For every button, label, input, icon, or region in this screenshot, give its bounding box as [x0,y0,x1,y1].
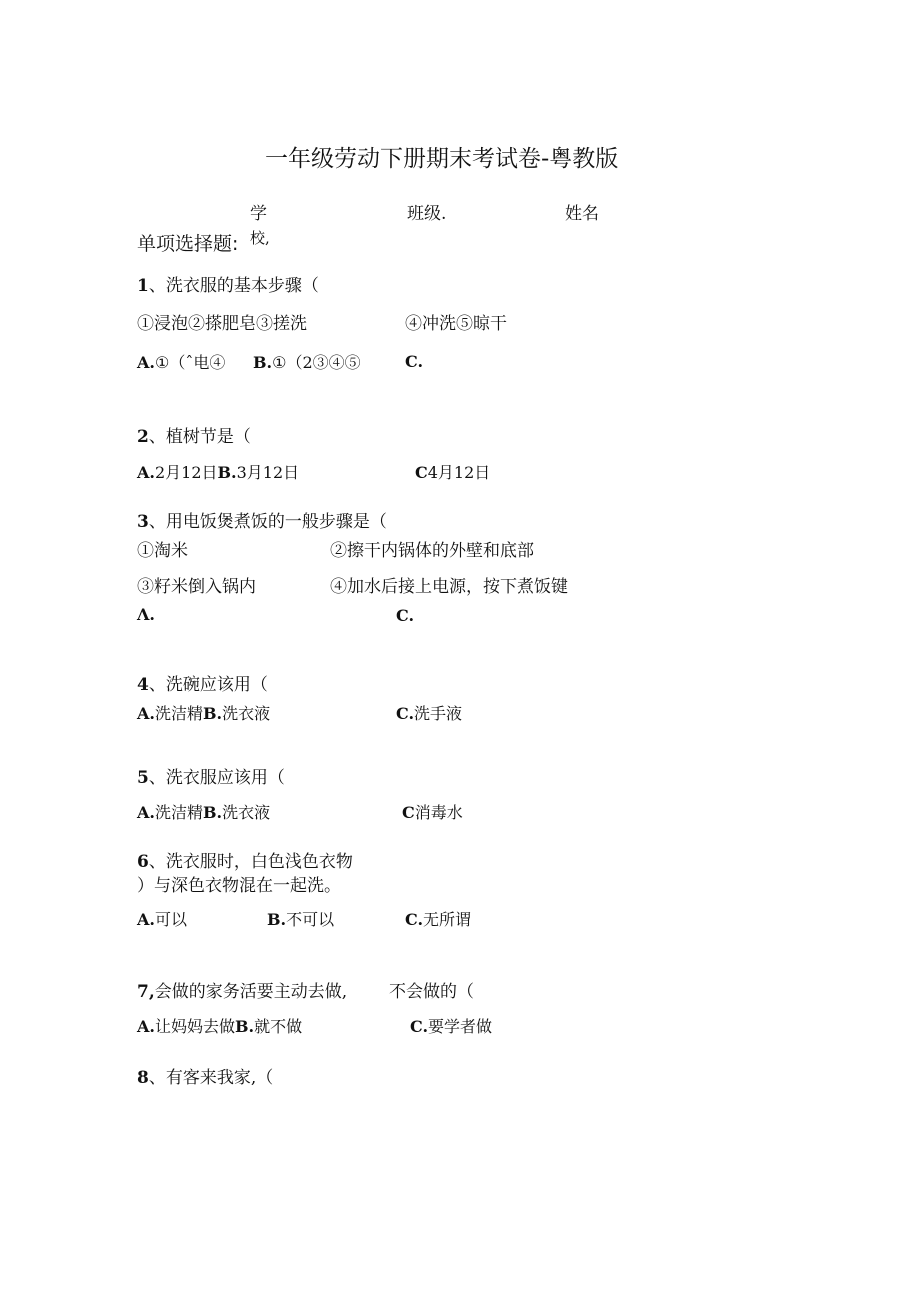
q3-step-4: ④加水后接上电源，按下煮饭键 [330,577,568,597]
option-label: B. [203,803,223,822]
question-stem: 、植树节是（ [148,427,251,447]
question-stem: 、洗衣服时，白色浅色衣物 [148,852,353,872]
q3-step-1: ①淘米 [137,541,188,561]
q1-option-c: C. [405,352,424,371]
question-number: 1 [137,276,149,296]
option-label: B. [217,463,237,482]
page-title: 一年级劳动下册期末考试卷-粤教版 [265,146,619,172]
question-number: 7, [137,982,155,1002]
question-number: 2 [137,427,149,447]
option-text: 洗衣液 [222,803,271,822]
q6-stem-continued: ）与深色衣物混在一起洗。 [137,876,341,896]
q7-stem-tail: 不会做的（ [389,982,474,1002]
school-label-line1: 学 [250,204,267,224]
q3-option-c: C. [396,606,415,625]
option-label: B. [203,704,223,723]
q5-option-c [402,805,463,821]
q1-option-b [253,355,361,371]
question-stem: 、洗衣服应该用（ [148,768,285,788]
option-label: A. [137,463,155,482]
q6-option-a [137,912,187,928]
option-text: 消毒水 [414,803,463,822]
option-label: B. [253,353,273,372]
q7-options-ab [137,1019,302,1035]
option-text: 要学者做 [428,1017,493,1036]
q1-steps-b: ④冲洗⑤晾干 [405,314,507,334]
option-label: A. [137,1017,155,1036]
q7-option-c [410,1019,492,1035]
q2-options-ab [137,465,299,481]
question-number: 8 [137,1068,149,1088]
option-label: C. [396,704,415,723]
option-label: C [415,463,428,482]
question-2 [137,429,251,446]
option-label: A. [137,704,155,723]
question-6 [137,854,353,871]
q1-option-a [137,355,225,371]
option-text: 洗洁精 [154,803,203,822]
q6-option-b [267,912,334,928]
option-label: B. [235,1017,255,1036]
question-5 [137,770,285,787]
option-text: 洗手液 [414,704,463,723]
option-text: 就不做 [254,1017,303,1036]
question-number: 6 [137,852,149,872]
q3-step-3: ③籽米倒入锅内 [137,577,256,597]
question-8 [137,1070,273,1087]
q5-options-ab [137,805,270,821]
question-1 [137,278,319,295]
option-label: C. [405,910,424,929]
option-text: 洗衣液 [222,704,271,723]
option-text: 4月12日 [427,463,491,482]
class-label: 班级. [407,204,447,224]
option-text: 让妈妈去做 [154,1017,235,1036]
option-text: ①（ˆ电④ [154,353,226,372]
question-number: 4 [137,675,149,695]
question-3 [137,514,387,531]
q4-options-ab [137,706,270,722]
question-stem: 、洗衣服的基本步骤（ [148,276,319,296]
name-label: 姓名 [565,204,599,224]
q2-option-c [415,465,490,481]
option-text: 洗洁精 [154,704,203,723]
question-7 [137,984,347,1001]
q6-option-c [405,912,471,928]
option-text: 2月12日 [154,463,218,482]
q3-option-a: Λ. [137,605,155,624]
q1-steps-a: ①浸泡②搽肥皂③搓洗 [137,314,307,334]
question-4 [137,677,268,694]
option-label: B. [267,910,287,929]
option-text: 不可以 [286,910,335,929]
option-label: A. [137,353,155,372]
question-number: 3 [137,512,149,532]
question-stem: 会做的家务活要主动去做, [154,982,348,1002]
question-stem: 、有客来我家,（ [148,1068,274,1088]
section-title: 单项选择题: [137,233,239,255]
school-label-line2: 校, [250,229,270,247]
option-label: C [402,803,415,822]
option-text: 3月12日 [236,463,300,482]
option-text: ①（2③④⑤ [272,353,361,372]
option-label: C. [410,1017,429,1036]
option-text: 可以 [154,910,187,929]
q4-option-c [396,706,462,722]
option-text: 无所谓 [423,910,472,929]
option-label: A. [137,803,155,822]
question-stem: 、用电饭煲煮饭的一般步骤是（ [148,512,387,532]
question-number: 5 [137,768,149,788]
question-stem: 、洗碗应该用（ [148,675,268,695]
q3-step-2: ②擦干内锅体的外壁和底部 [330,541,534,561]
option-label: A. [137,910,155,929]
